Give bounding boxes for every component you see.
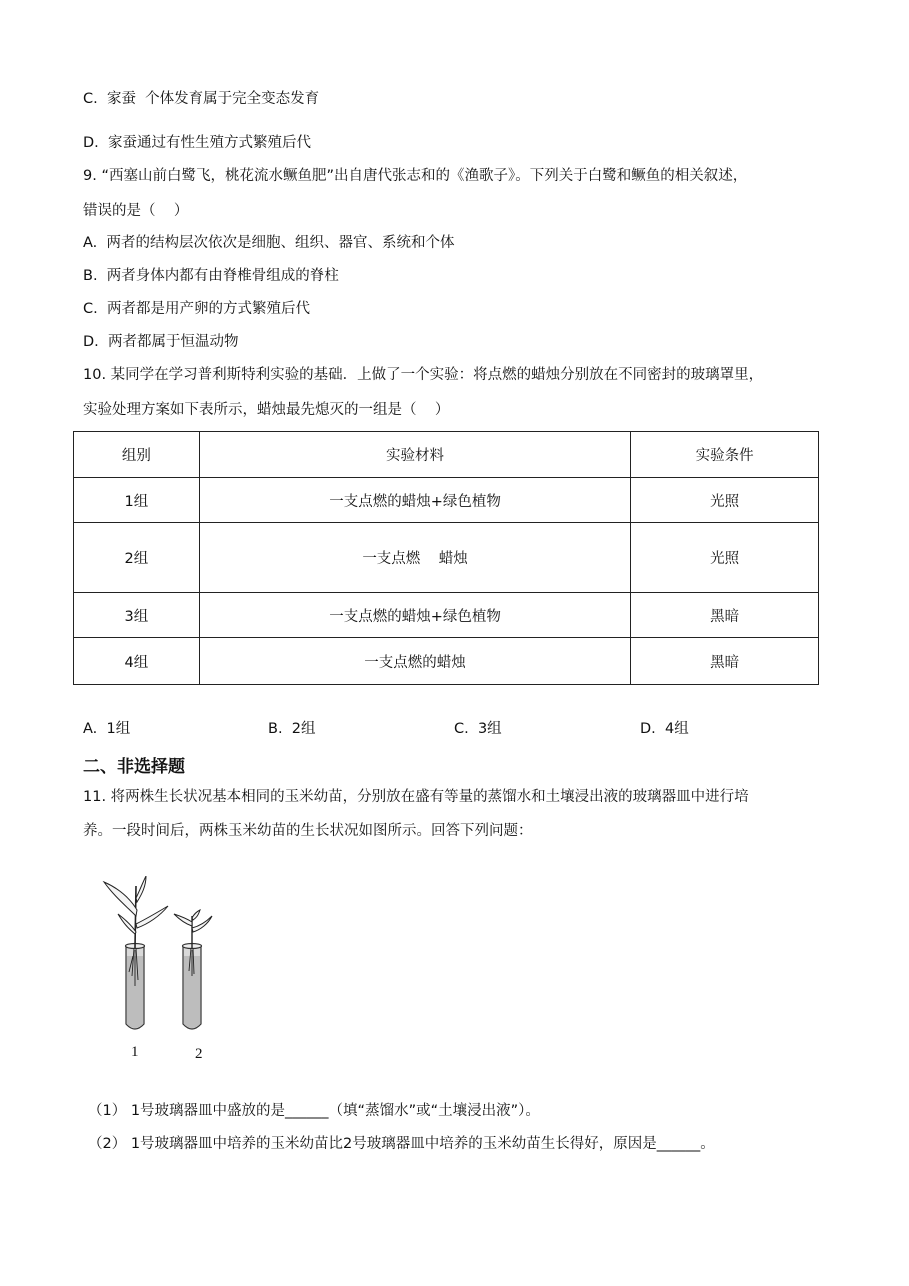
q9-option-a: A. 两者的结构层次依次是细胞、组织、器官、系统和个体 <box>83 235 455 251</box>
seedling-2 <box>174 910 212 948</box>
table-header-cell: 实验条件 <box>631 432 819 478</box>
q9-option-d: D. 两者都属于恒温动物 <box>83 334 239 350</box>
q9-option-b: B. 两者身体内都有由脊椎骨组成的脊柱 <box>83 268 339 284</box>
seedling-1 <box>104 876 168 948</box>
q10-stem-line-2: 实验处理方案如下表所示，蜡烛最先熄灭的一组是（ ） <box>83 402 450 418</box>
table-row <box>74 478 819 523</box>
table-cell: 黑暗 <box>631 638 819 685</box>
table-row <box>74 523 819 593</box>
q11-subquestion-2: （2） 1号玻璃器皿中培养的玉米幼苗比2号玻璃器皿中培养的玉米幼苗生长得好，原因是______。 <box>88 1136 715 1152</box>
table-cell: 光照 <box>631 478 819 523</box>
experiment-table <box>73 431 819 685</box>
q8-option-c: C. 家蚕 个体发育属于完全变态发育 <box>83 91 320 107</box>
q9-stem-line-1: 9. “西塞山前白鹭飞，桃花流水鳜鱼肥”出自唐代张志和的《渔歌子》。下列关于白鹭和鳜鱼的相关叙述， <box>83 168 748 184</box>
q8-option-d: D. 家蚕通过有性生殖方式繁殖后代 <box>83 135 311 151</box>
table-row <box>74 638 819 685</box>
seedling-tubes-illustration <box>96 876 226 1041</box>
q9-stem-line-2: 错误的是（ ） <box>83 203 189 219</box>
table-cell: 黑暗 <box>631 593 819 638</box>
q11-stem-line-1: 11. 将两株生长状况基本相同的玉米幼苗，分别放在盛有等量的蒸馏水和土壤浸出液的玻璃器皿中进行培 <box>83 789 749 805</box>
table-cell: 一支点燃的蜡烛+绿色植物 <box>199 478 630 523</box>
test-tube-2 <box>183 944 202 1030</box>
q10-option-a: A. 1组 <box>83 721 131 737</box>
table-header-row <box>74 432 819 478</box>
table-row <box>74 593 819 638</box>
table-cell: 1组 <box>74 478 200 523</box>
table-cell: 光照 <box>631 523 819 593</box>
figure-label-2: 2 <box>195 1046 203 1062</box>
q9-option-c: C. 两者都是用产卵的方式繁殖后代 <box>83 301 310 317</box>
q11-stem-line-2: 养。一段时间后，两株玉米幼苗的生长状况如图所示。回答下列问题： <box>83 823 533 839</box>
seedling-figure <box>96 876 226 1062</box>
table-cell: 3组 <box>74 593 200 638</box>
table-header-cell: 实验材料 <box>199 432 630 478</box>
section-title: 二、非选择题 <box>83 757 185 777</box>
table-header-cell: 组别 <box>74 432 200 478</box>
table-cell: 4组 <box>74 638 200 685</box>
table-cell: 2组 <box>74 523 200 593</box>
q10-option-c: C. 3组 <box>454 721 502 737</box>
q10-option-b: B. 2组 <box>268 721 316 737</box>
test-tube-1 <box>126 944 145 1030</box>
table-cell: 一支点燃的蜡烛 <box>199 638 630 685</box>
q11-subquestion-1: （1） 1号玻璃器皿中盛放的是______（填“蒸馏水”或“土壤浸出液”）。 <box>88 1103 540 1119</box>
table-cell: 一支点燃的蜡烛+绿色植物 <box>199 593 630 638</box>
q10-option-d: D. 4组 <box>640 721 689 737</box>
table-cell: 一支点燃 蜡烛 <box>199 523 630 593</box>
q10-stem-line-1: 10. 某同学在学习普利斯特利实验的基础．上做了一个实验：将点燃的蜡烛分别放在不同密封的玻璃罩里， <box>83 367 764 383</box>
figure-label-1: 1 <box>131 1044 139 1060</box>
